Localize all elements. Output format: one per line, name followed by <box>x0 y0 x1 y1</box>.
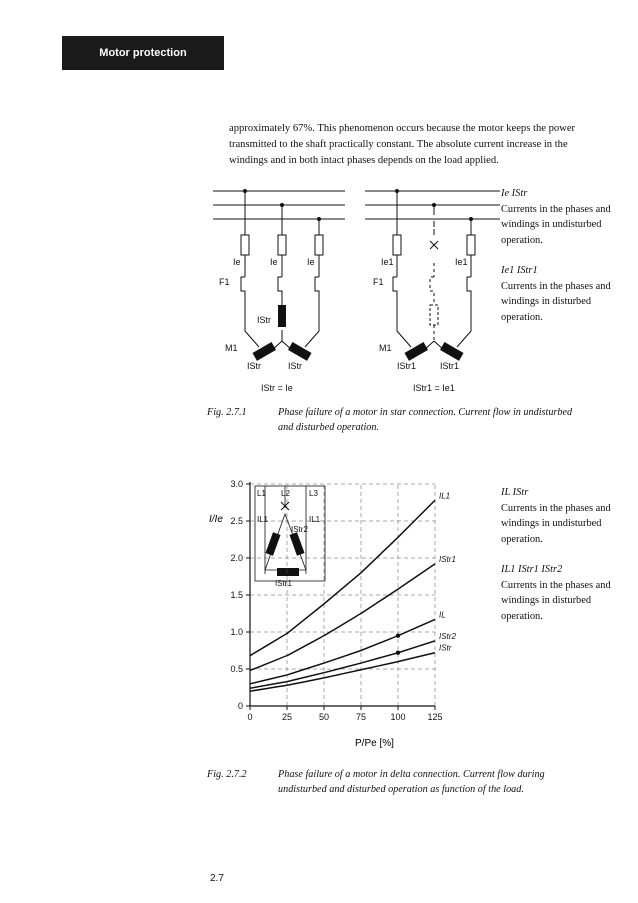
y-tick-label: 0 <box>237 701 243 711</box>
label-istr1-right: IStr1 <box>440 361 460 371</box>
label-m1-left: M1 <box>225 343 238 353</box>
figure2-caption-text: Phase failure of a motor in delta connection. Current flow during undisturbed and disturbed operation as function of the load. <box>278 769 545 795</box>
inset-il1: IL1 <box>257 515 269 524</box>
section-header-tab <box>62 36 224 70</box>
legend1-undisturbed-text: Currents in the phases and windings in undisturbed operation. <box>501 203 611 246</box>
label-m1-right: M1 <box>379 343 392 353</box>
label-f1-left: F1 <box>219 277 230 287</box>
label-istr1-left: IStr1 <box>397 361 417 371</box>
legend1-undisturbed-symbols: Ie IStr <box>501 188 528 199</box>
chart-ylabel: I/Ie <box>209 514 223 525</box>
label-istr-right: IStr <box>288 361 303 371</box>
equation-right: IStr1 = Ie1 <box>413 383 455 393</box>
series-line-istr2 <box>250 641 435 688</box>
y-tick-label: 1.0 <box>230 627 243 637</box>
inset-l3: L3 <box>309 489 318 498</box>
inset-istr2: IStr2 <box>291 525 308 534</box>
x-tick-label: 100 <box>390 712 406 722</box>
x-tick-label: 75 <box>355 712 367 722</box>
series-label-istr2: IStr2 <box>439 631 456 641</box>
y-tick-label: 2.5 <box>230 516 243 526</box>
series-label-istr1: IStr1 <box>439 554 456 564</box>
legend2-disturbed-symbols: IL1 IStr1 IStr2 <box>501 564 563 575</box>
inset-istr1: IStr1 <box>275 579 292 588</box>
y-tick-label: 2.0 <box>230 553 243 563</box>
label-istr-left: IStr <box>247 361 262 371</box>
star-connection-diagram <box>205 185 505 400</box>
legend1-disturbed-symbols: Ie1 IStr1 <box>501 265 538 276</box>
figure1-caption-text: Phase failure of a motor in star connection. Current flow in undisturbed and disturbed operation. <box>278 407 573 433</box>
figure1-legend <box>501 186 611 325</box>
label-istr-vertical: IStr <box>257 315 272 325</box>
series-line-istr <box>250 653 435 691</box>
legend1-disturbed-text: Currents in the phases and windings in disturbed operation. <box>501 280 611 323</box>
series-label-istr: IStr <box>439 643 452 653</box>
x-tick-label: 25 <box>281 712 293 722</box>
y-tick-label: 3.0 <box>230 479 243 489</box>
chart-xlabel: P/Pe [%] <box>355 738 394 749</box>
section-title: Motor protection <box>99 47 187 59</box>
figure2-legend <box>501 485 611 624</box>
label-ie1-right: Ie1 <box>455 257 468 267</box>
inset-l2: L2 <box>281 489 290 498</box>
x-tick-label: 125 <box>427 712 443 722</box>
delta-inset-diagram <box>255 486 325 581</box>
label-ie-3: Ie <box>307 257 315 267</box>
label-ie-2: Ie <box>270 257 278 267</box>
label-ie1-left: Ie1 <box>381 257 394 267</box>
figure1-caption <box>207 405 607 437</box>
x-tick-label: 0 <box>247 712 253 722</box>
label-ie-1: Ie <box>233 257 241 267</box>
legend2-disturbed-text: Currents in the phases and windings in disturbed operation. <box>501 579 611 622</box>
inset-l1: L1 <box>257 489 266 498</box>
series-label-il1: IL1 <box>439 491 451 501</box>
x-tick-label: 50 <box>318 712 330 722</box>
series-label-il: IL <box>439 610 446 620</box>
label-f1-right: F1 <box>373 277 384 287</box>
y-tick-label: 1.5 <box>230 590 243 600</box>
marker-il <box>396 634 400 638</box>
figure2-caption <box>207 767 607 799</box>
delta-current-chart <box>205 478 465 758</box>
y-tick-label: 0.5 <box>230 664 243 674</box>
figure2-caption-label: Fig. 2.7.2 <box>207 769 247 780</box>
legend2-undisturbed-symbols: IL IStr <box>501 487 529 498</box>
legend2-undisturbed-text: Currents in the phases and windings in undisturbed operation. <box>501 502 611 545</box>
equation-left: IStr = Ie <box>261 383 293 393</box>
figure1-caption-label: Fig. 2.7.1 <box>207 407 247 418</box>
marker-istr2 <box>396 651 400 655</box>
body-paragraph: approximately 67%. This phenomenon occurs because the motor keeps the power transmitted to the shaft practically constant. The absolute current increase in the windings and in both intact phases depends on the load applied. <box>229 123 576 166</box>
page-number: 2.7 <box>210 873 224 884</box>
inset-il1b: IL1 <box>309 515 321 524</box>
